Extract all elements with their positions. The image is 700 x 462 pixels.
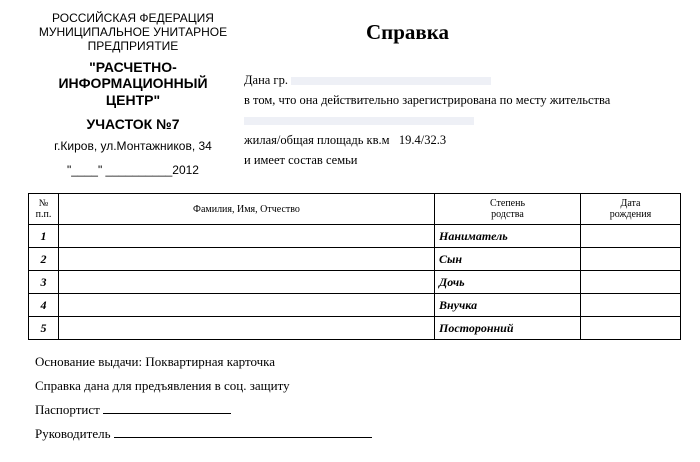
row-relation: Наниматель [435,225,581,248]
document-title: Справка [365,20,450,44]
org-country: РОССИЙСКАЯ ФЕДЕРАЦИЯ [52,11,214,25]
row-name [59,271,435,294]
area-label: жилая/общая площадь кв.м [244,133,390,147]
passport-officer-line [35,398,372,422]
row-num: 5 [29,317,59,340]
table-row [29,271,681,294]
area-value: 19.4/32.3 [398,133,447,147]
row-birth [581,271,681,294]
director-signature-line [114,424,372,438]
org-name-2: ИНФОРМАЦИОННЫЙ [58,75,208,92]
header-birth: Дата рождения [581,194,681,225]
certificate-body [244,70,684,170]
redacted-address [244,117,474,125]
row-birth [581,225,681,248]
table-row [29,248,681,271]
row-birth [581,248,681,271]
row-num: 3 [29,271,59,294]
row-relation: Сын [435,248,581,271]
org-section: УЧАСТОК №7 [86,115,180,132]
row-name [59,225,435,248]
given-to-line [244,70,684,90]
org-name-1: "РАСЧЕТНО- [89,59,177,76]
table-row [29,225,681,248]
table-row [29,317,681,340]
row-birth [581,317,681,340]
org-name-3: ЦЕНТР" [105,91,161,108]
registered-line: в том, что она действительно зарегистрирована по месту жительства [244,93,611,107]
redacted-name [291,77,491,85]
given-to-label: Дана гр. [244,73,288,87]
director-line [35,422,372,446]
organization-header [28,12,238,177]
table-header-row [29,194,681,225]
issue-basis: Основание выдачи: Поквартирная карточка [35,354,276,369]
org-address: г.Киров, ул.Монтажников, 34 [54,138,212,153]
family-line: и имеет состав семьи [244,153,358,167]
table-row [29,294,681,317]
row-num: 2 [29,248,59,271]
org-type: МУНИЦИПАЛЬНОЕ УНИТАРНОЕ [38,24,228,39]
header-name: Фамилия, Имя, Отчество [59,194,435,225]
footer [35,350,372,446]
passport-officer-label: Паспортист [35,402,100,417]
row-relation: Внучка [435,294,581,317]
row-name [59,317,435,340]
row-num: 4 [29,294,59,317]
passport-signature-line [103,400,231,414]
issue-date: "____" __________2012 [67,162,199,177]
row-name [59,248,435,271]
row-name [59,294,435,317]
purpose: Справка дана для предъявления в соц. защиту [35,378,290,393]
area-line [244,130,684,150]
family-table [28,193,681,340]
row-num: 1 [29,225,59,248]
header-num: № п.п. [29,194,59,225]
row-birth [581,294,681,317]
header-relation: Степень родства [435,194,581,225]
address-line [244,110,684,130]
row-relation: Посторонний [435,317,581,340]
org-type-cont: ПРЕДПРИЯТИЕ [87,38,179,53]
director-label: Руководитель [35,426,111,441]
row-relation: Дочь [435,271,581,294]
